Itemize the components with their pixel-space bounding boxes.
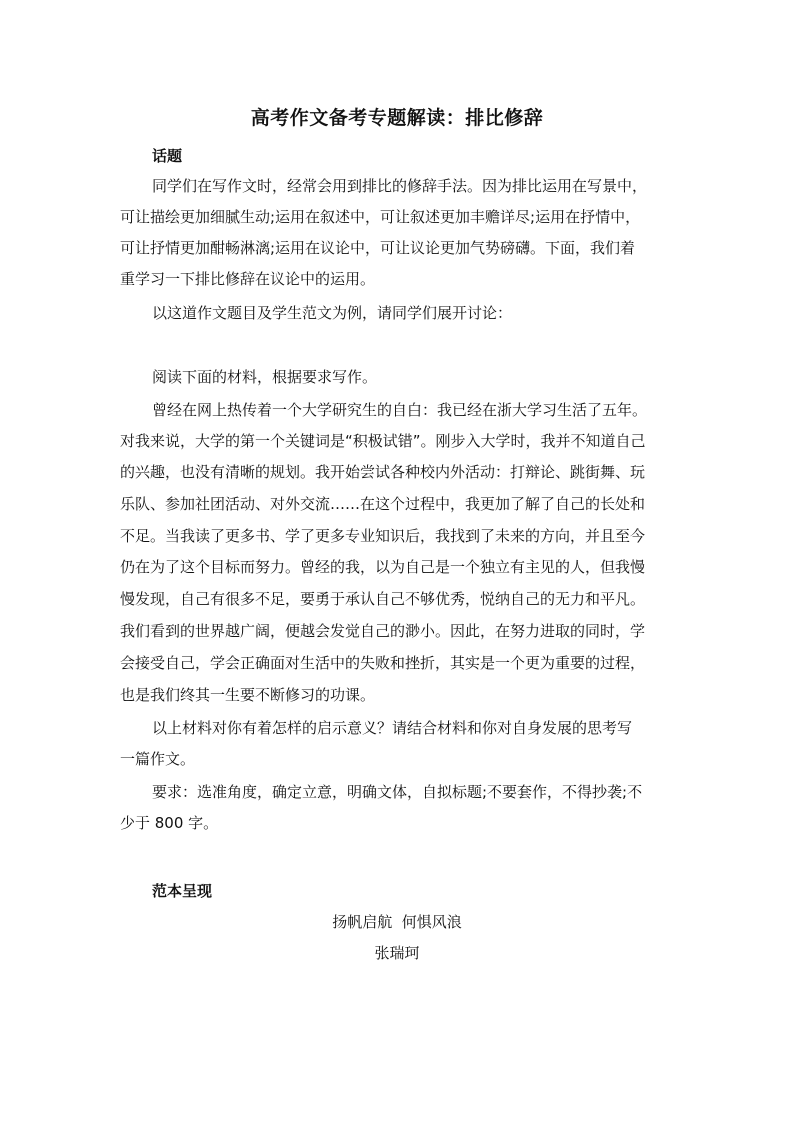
prompt-line-10: 会接受自己，学会正确面对生活中的失败和挫折，其实是一个更为重要的过程，	[120, 654, 646, 672]
prompt-line-11: 也是我们终其一生要不断修习的功课。	[120, 686, 376, 704]
intro-line-5: 以这道作文题目及学生范文为例，请同学们展开讨论：	[152, 304, 513, 322]
intro-line-3: 可让抒情更加酣畅淋漓;运用在议论中，可让议论更加气势磅礴。下面，我们着	[120, 239, 636, 257]
intro-line-4: 重学习一下排比修辞在议论中的运用。	[120, 270, 376, 288]
prompt-line-6: 不足。当我读了更多书、学了更多专业知识后，我找到了未来的方向，并且至今	[120, 527, 646, 545]
prompt-line-4: 的兴趣，也没有清晰的规划。我开始尝试各种校内外活动：打辩论、跳街舞、玩	[120, 463, 646, 481]
prompt-line-9: 我们看到的世界越广阔，便越会发觉自己的渺小。因此，在努力进取的同时，学	[120, 622, 646, 640]
sample-heading: 范本呈现	[152, 882, 213, 900]
document-title: 高考作文备考专题解读：排比修辞	[250, 107, 544, 129]
intro-line-1: 同学们在写作文时，经常会用到排比的修辞手法。因为排比运用在写景中，	[152, 177, 648, 195]
prompt-line-15: 少于 800 字。	[120, 814, 219, 832]
essay-author: 张瑞珂	[374, 944, 420, 962]
prompt-line-3: 对我来说，大学的第一个关键词是“积极试错”。刚步入大学时，我并不知道自己	[120, 432, 646, 450]
prompt-line-13: 一篇作文。	[120, 750, 196, 768]
prompt-line-5: 乐队、参加社团活动、对外交流……在这个过程中，我更加了解了自己的长处和	[120, 495, 646, 513]
essay-title: 扬帆启航 何惧风浪	[332, 913, 462, 931]
prompt-line-7: 仍在为了这个目标而努力。曾经的我，以为自己是一个独立有主见的人，但我慢	[120, 558, 646, 576]
prompt-line-14: 要求：选准角度，确定立意，明确文体，自拟标题;不要套作，不得抄袭;不	[152, 783, 643, 801]
prompt-line-1: 阅读下面的材料，根据要求写作。	[152, 368, 378, 386]
prompt-line-12: 以上材料对你有着怎样的启示意义？请结合材料和你对自身发展的思考写	[152, 719, 633, 737]
prompt-line-2: 曾经在网上热传着一个大学研究生的自白：我已经在浙大学习生活了五年。	[152, 401, 648, 419]
prompt-line-8: 慢发现，自己有很多不足，要勇于承认自己不够优秀，悦纳自己的无力和平凡。	[120, 590, 646, 608]
intro-line-2: 可让描绘更加细腻生动;运用在叙述中，可让叙述更加丰赡详尽;运用在抒情中，	[120, 208, 641, 226]
topic-heading: 话题	[152, 147, 183, 165]
